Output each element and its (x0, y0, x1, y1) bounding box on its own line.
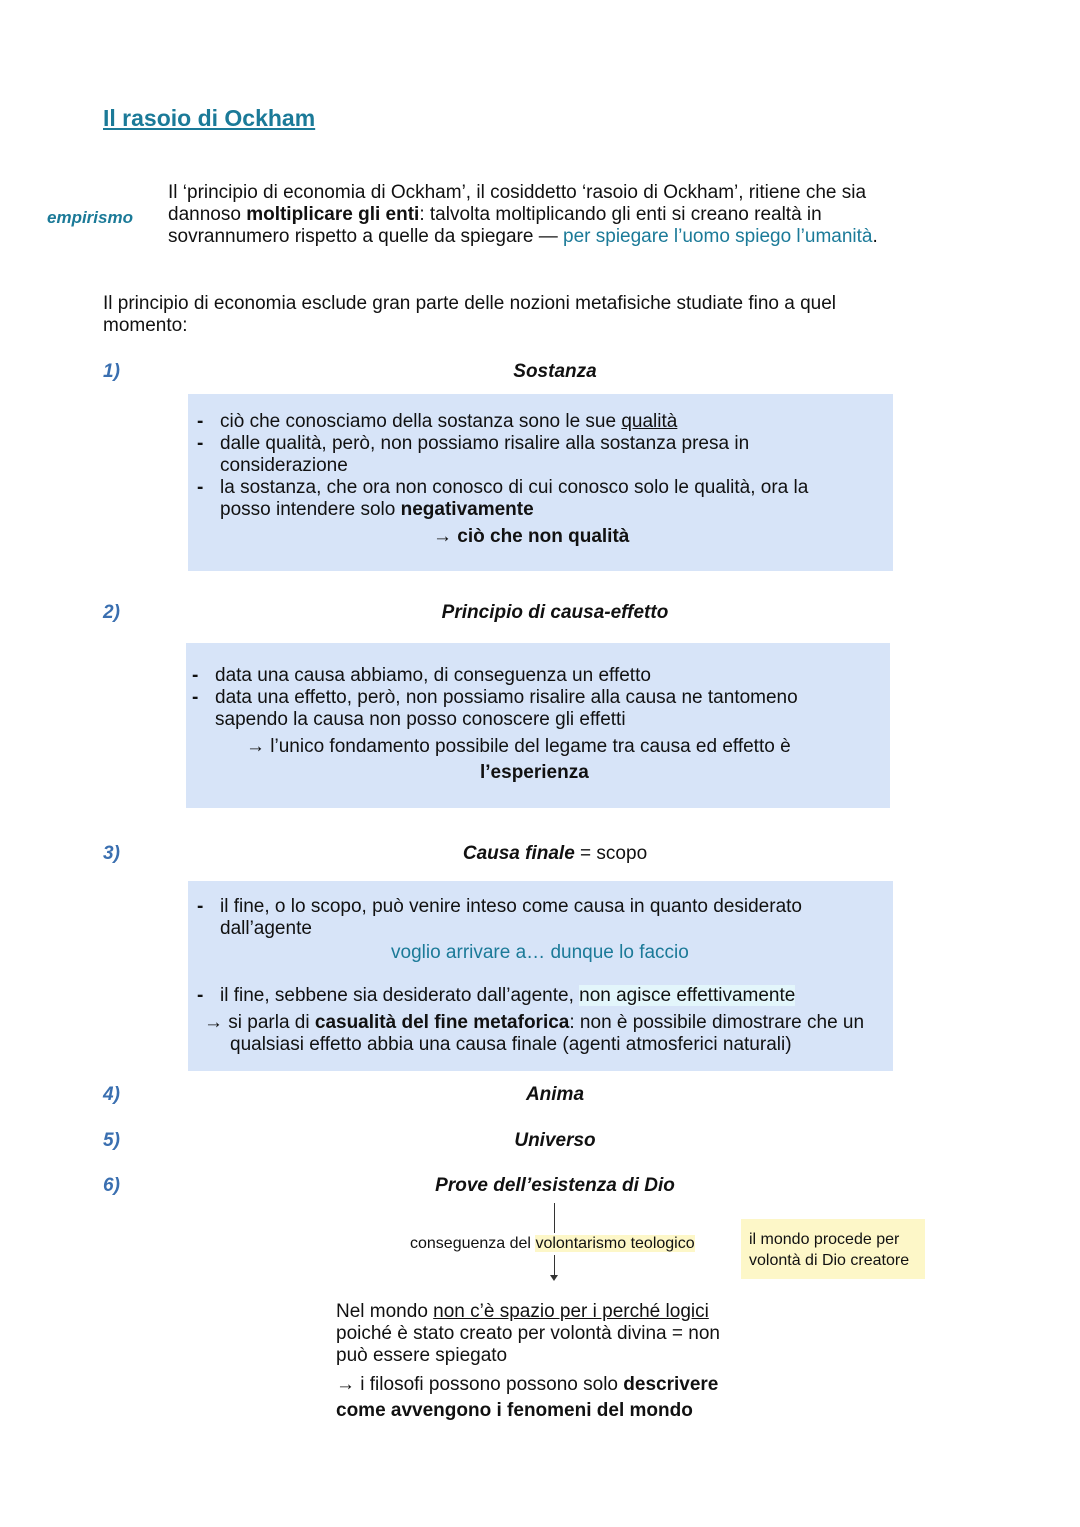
intro-example: per spiegare l’uomo spiego l’umanità (563, 226, 873, 247)
arrow-head-icon (550, 1275, 558, 1281)
intro-text: . (872, 226, 878, 247)
causa-effetto-box (186, 643, 890, 808)
conclusion: → l’unico fondamento possibile del legame tra causa ed effetto è (246, 736, 791, 757)
list-item: - data una effetto, però, non possiamo risalire alla causa ne tantomeno sapendo la causa non posso conoscere gli effetti (186, 687, 850, 731)
example-text: voglio arrivare a… dunque lo faccio (391, 942, 689, 963)
conclusion: → si parla di casualità del fine metaforica: non è possibile dimostrare che un qualsiasi effetto abbia una causa finale (agenti atmosferici naturali) (204, 1012, 865, 1055)
intro-text: Il ‘principio di economia di Ockham’, il cosiddetto ‘rasoio di Ockham’, ritiene che sia dannoso (168, 182, 867, 225)
section-number: 1) (103, 361, 120, 382)
section-heading: Principio di causa-effetto (441, 602, 669, 623)
section-number: 2) (103, 602, 120, 623)
list-item: - ciò che conosciamo della sostanza sono le sue qualità (191, 411, 863, 433)
list-item: - la sostanza, che ora non conosco di cui conosco solo le qualità, ora la posso intendere solo negativamente (191, 477, 863, 521)
section-heading: Causa finale = scopo (462, 843, 648, 864)
list-item: - il fine, sebbene sia desiderato dall’agente, non agisce effettivamente (191, 985, 863, 1007)
list-item: - il fine, o lo scopo, può venire inteso come causa in quanto desiderato dall’agente (191, 896, 863, 940)
conclusion-bold: l’esperienza (480, 762, 589, 783)
section-number: 4) (103, 1084, 120, 1105)
list-item: - data una causa abbiamo, di conseguenza un effetto (186, 665, 850, 687)
intro-text: : talvolta moltiplicando gli enti si creano realtà in sovrannumero rispetto a quelle da spiegare — (168, 204, 822, 247)
intro-paragraph (168, 182, 938, 248)
section-number: 5) (103, 1130, 120, 1151)
section-heading: Sostanza (513, 361, 597, 382)
section-number: 6) (103, 1175, 120, 1196)
side-label: empirismo (47, 208, 133, 227)
side-note: il mondo procede per volontà di Dio creatore (741, 1219, 925, 1279)
conclusion-paragraph: Nel mondo non c’è spazio per i perché logici poiché è stato creato per volontà divina = non può essere spiegato (336, 1301, 720, 1366)
final-conclusion: → i filosofi possono possono solo descrivere come avvengono i fenomeni del mondo (336, 1374, 719, 1421)
list-item: - dalle qualità, però, non possiamo risalire alla sostanza presa in considerazione (191, 433, 863, 477)
section-heading: Universo (514, 1130, 596, 1151)
conclusion: → ciò che non qualità (433, 526, 630, 547)
intro-bold: moltiplicare gli enti (246, 204, 420, 225)
principle-paragraph: Il principio di economia esclude gran parte delle nozioni metafisiche studiate fino a quel momento: (103, 293, 836, 336)
section-heading: Anima (525, 1084, 585, 1105)
sostanza-box (188, 394, 893, 571)
arrow-label: conseguenza del volontarismo teologico (408, 1233, 697, 1255)
page-title: Il rasoio di Ockham (103, 105, 316, 131)
causa-finale-box (188, 881, 893, 1071)
section-number: 3) (103, 843, 120, 864)
section-heading: Prove dell’esistenza di Dio (435, 1175, 675, 1196)
